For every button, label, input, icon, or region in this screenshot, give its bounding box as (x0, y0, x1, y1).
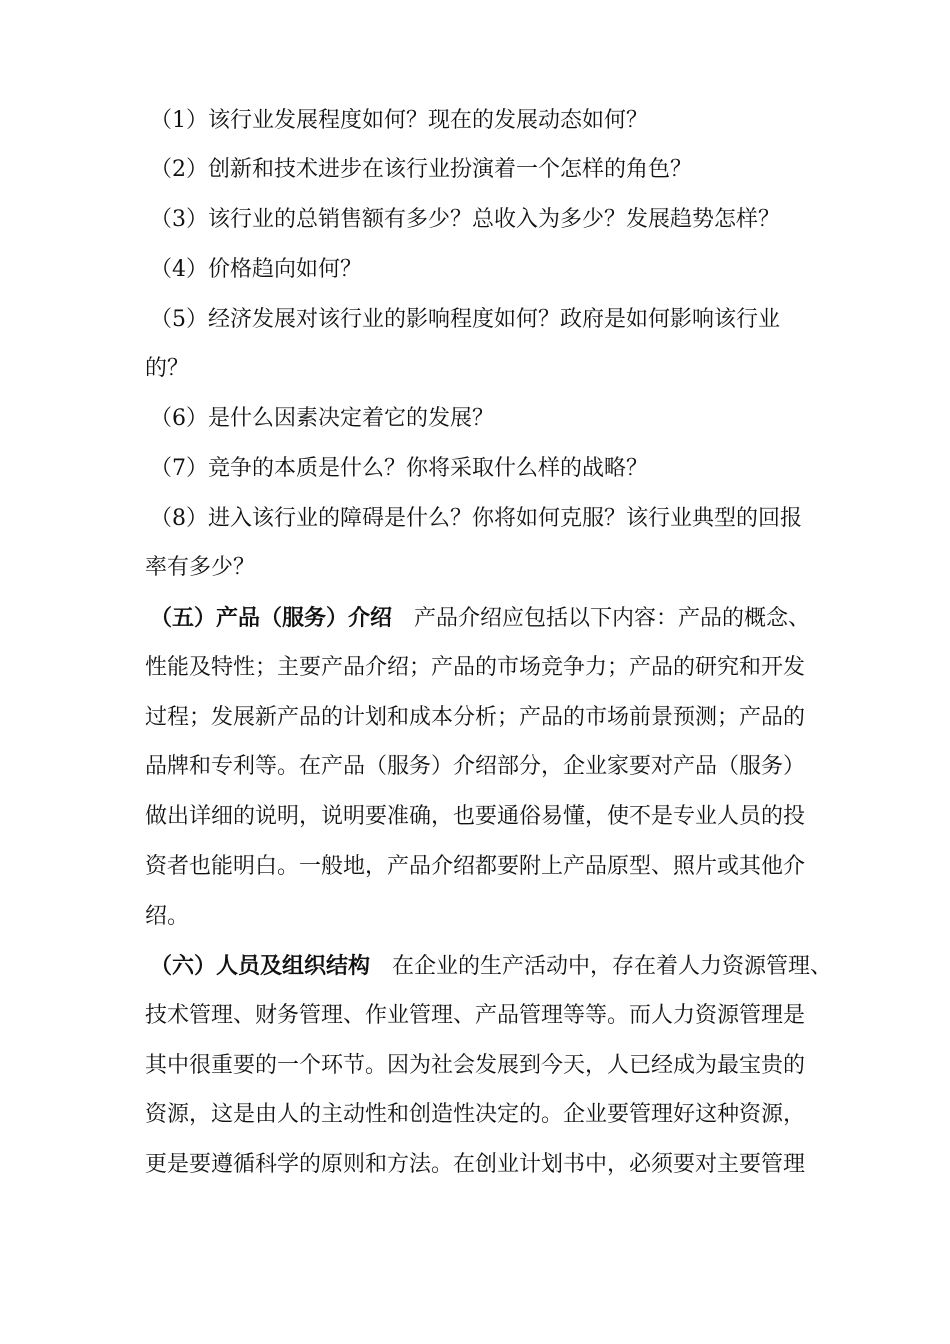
section-5-line: 过程；发展新产品的计划和成本分析；产品的市场前景预测；产品的 (145, 705, 806, 730)
section-6-intro: 在企业的生产活动中，存在着人力资源管理、 (370, 954, 833, 979)
section-5-line: 做出详细的说明，说明要准确，也要通俗易懂，使不是专业人员的投 (145, 804, 806, 829)
question-3: （3）该行业的总销售额有多少？总收入为多少？发展趋势怎样？ (150, 207, 780, 232)
question-8-continued: 率有多少？ (145, 555, 256, 580)
section-5-first-line (150, 603, 810, 634)
question-8: （8）进入该行业的障碍是什么？你将如何克服？该行业典型的回报 (150, 506, 802, 531)
section-5-line: 性能及特性；主要产品介绍；产品的市场竞争力；产品的研究和开发 (145, 655, 806, 680)
question-1: （1）该行业发展程度如何？现在的发展动态如何？ (150, 108, 648, 133)
section-5-heading: （五）产品（服务）介绍 (150, 605, 393, 631)
question-5-continued: 的？ (145, 356, 190, 381)
section-5-line: 绍。 (145, 904, 190, 929)
question-7: （7）竞争的本质是什么？你将采取什么样的战略？ (150, 456, 648, 481)
section-6-first-line (150, 951, 832, 982)
section-5-line: 资者也能明白。一般地，产品介绍都要附上产品原型、照片或其他介 (145, 854, 806, 879)
section-6-line: 资源，这是由人的主动性和创造性决定的。企业要管理好这种资源， (145, 1102, 806, 1127)
section-5-intro: 产品介绍应包括以下内容：产品的概念、 (392, 606, 811, 631)
question-6: （6）是什么因素决定着它的发展？ (150, 406, 494, 431)
section-5-line: 品牌和专利等。在产品（服务）介绍部分，企业家要对产品（服务） (145, 754, 806, 779)
section-6-line: 技术管理、财务管理、作业管理、产品管理等等。而人力资源管理是 (145, 1003, 806, 1028)
question-5: （5）经济发展对该行业的影响程度如何？政府是如何影响该行业 (150, 307, 780, 332)
question-4: （4）价格趋向如何？ (150, 257, 362, 282)
section-6-heading: （六）人员及组织结构 (150, 953, 371, 979)
section-6-line: 更是要遵循科学的原则和方法。在创业计划书中，必须要对主要管理 (145, 1152, 806, 1177)
question-2: （2）创新和技术进步在该行业扮演着一个怎样的角色？ (150, 157, 692, 182)
section-6-line: 其中很重要的一个环节。因为社会发展到今天，人已经成为最宝贵的 (145, 1053, 806, 1078)
